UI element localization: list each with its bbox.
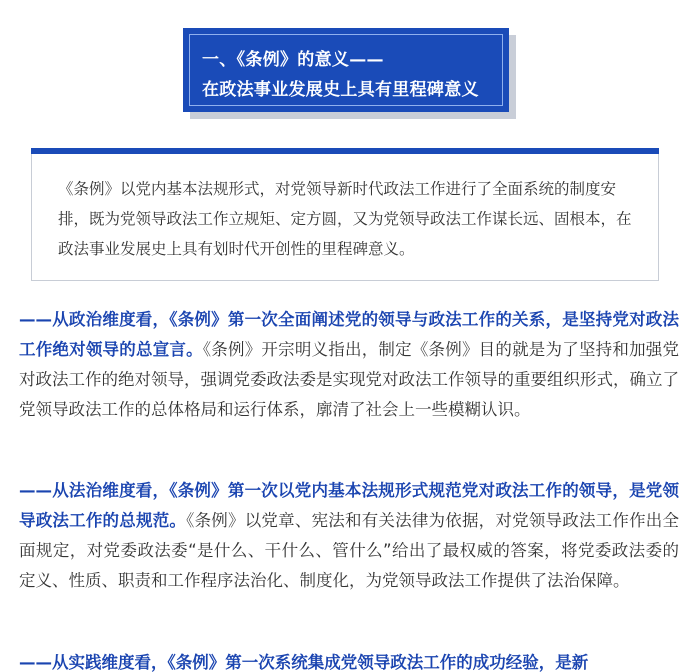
- section-header-frame: [189, 34, 503, 106]
- paragraph-body: 《条例》开宗明义指出，制定《条例》目的就是为了坚持和加强党对政法工作的绝对领导，强调党委政法委是实现党对政法工作领导的重要组织形式，确立了党领导政法工作的总体格局和运行体系，廓清了社会上一些模糊认识。: [19, 340, 680, 419]
- paragraph-lead: ——从政治维度看，《条例》第一次全面阐述党的领导与政法工作的关系，是坚持党对政法工作绝对领导的总宣言。: [19, 310, 679, 359]
- section-header-banner: [183, 28, 509, 112]
- section-title-line-2: 在政法事业发展史上具有里程碑意义: [202, 80, 479, 100]
- summary-text: 《条例》以党内基本法规形式，对党领导新时代政法工作进行了全面系统的制度安排，既为党领导政法工作立规矩、定方圆，又为党领导政法工作谋长远、固根本，在政法事业发展史上具有划时代开创性的里程碑意义。: [58, 180, 632, 258]
- paragraph-body: 《条例》以党章、宪法和有关法律为依据，对党领导政法工作作出全面规定，对党委政法委“是什么、干什么、管什么”给出了最权威的答案，将党委政法委的定义、性质、职责和工作程序法治化、制度化，为党领导政法工作提供了法治保障。: [19, 511, 680, 590]
- paragraph-lead: ——从法治维度看，《条例》第一次以党内基本法规形式规范党对政法工作的领导，是党领导政法工作的总规范。: [19, 481, 679, 530]
- summary-box: [31, 154, 659, 281]
- section-title-line-1: 一、《条例》的意义——: [202, 50, 384, 70]
- paragraph-political: [19, 305, 679, 425]
- paragraph-lead: ——从实践维度看，《条例》第一次系统集成党领导政法工作的成功经验，是新: [19, 653, 589, 672]
- paragraph-practice: [19, 648, 679, 672]
- paragraph-legal: [19, 476, 679, 596]
